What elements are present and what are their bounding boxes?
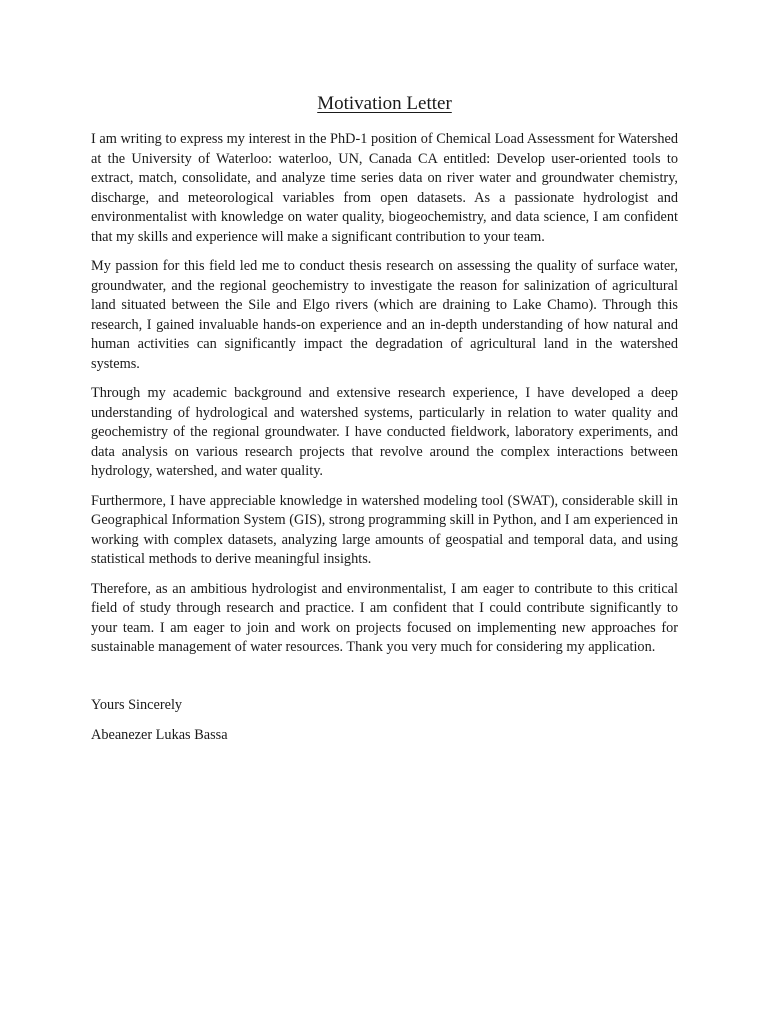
signature-name: Abeanezer Lukas Bassa: [91, 727, 228, 743]
letter-page: [91, 92, 678, 746]
paragraph-skills: Furthermore, I have appreciable knowledge in watershed modeling tool (SWAT), considerable skill in Geographical Information System (GIS), strong programming skill in Python, and I am experienced in working with complex datasets, analyzing large amounts of geospatial and temporal data, and using statistical methods to derive meaningful insights.: [91, 492, 678, 567]
paragraph-passion: My passion for this field led me to conduct thesis research on assessing the quality of surface water, groundwater, and the regional geochemistry to investigate the reason for salinization of agricultural land situated between the Sile and Elgo rivers (which are draining to Lake Chamo). Through this research, I gained invaluable hands-on experience and an in-depth understanding of how natural and human activities can significantly impact the degradation of agricultural land in the watershed systems.: [91, 258, 678, 372]
paragraph-background: Through my academic background and extensive research experience, I have developed a deep understanding of hydrological and watershed systems, particularly in relation to water quality and geochemistry of the regional groundwater. I have conducted fieldwork, laboratory experiments, and data analysis on various research projects that revolve around the complex interactions between hydrology, watershed, and water quality.: [91, 385, 678, 479]
paragraph-conclusion: Therefore, as an ambitious hydrologist and environmentalist, I am eager to contribute to this critical field of study through research and practice. I am confident that I could contribute significantly to your team. I am eager to join and work on projects focused on implementing new approaches for sustainable management of water resources. Thank you very much for considering my application.: [91, 580, 678, 655]
letter-title: Motivation Letter: [317, 93, 452, 114]
paragraph-intro: I am writing to express my interest in the PhD-1 position of Chemical Load Assessment for Watershed at the University of Waterloo: waterloo, UN, Canada CA entitled: Develop user-oriented tools to extract, match, consolidate, and analyze time series data on river water and groundwater chemistry, discharge, and meteorological variables from open datasets. As a passionate hydrologist and environmentalist with knowledge on water quality, biogeochemistry, and data science, I am confident that my skills and experience will make a significant contribution to your team.: [91, 131, 678, 245]
closing-greeting: Yours Sincerely: [91, 696, 183, 713]
